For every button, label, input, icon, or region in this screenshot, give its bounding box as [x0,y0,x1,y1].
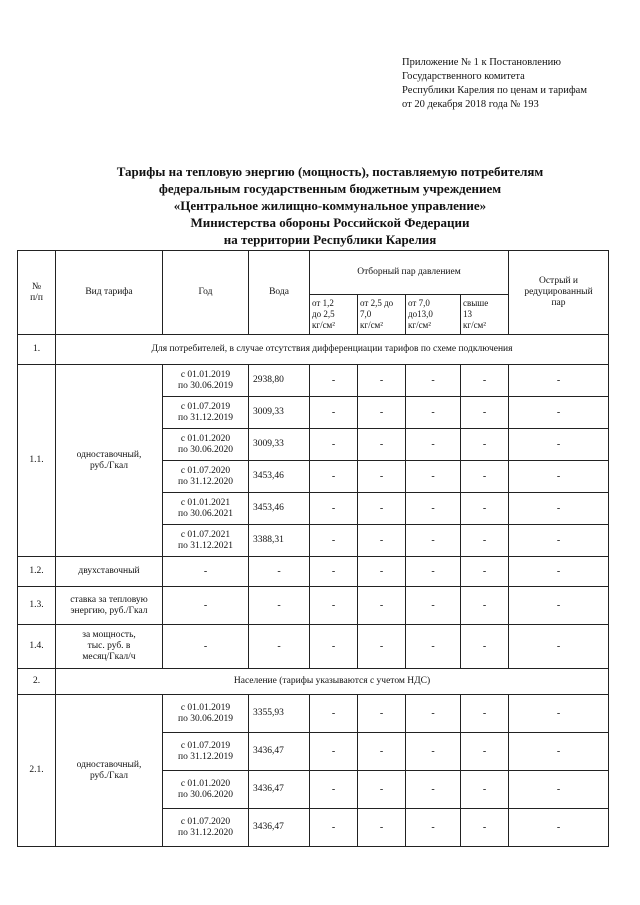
dash-cell: - [310,461,358,493]
dash-cell: - [406,525,461,557]
dash-cell: - [358,587,406,625]
dash-cell: - [509,461,609,493]
dash-cell: - [358,461,406,493]
row-num: 2.1. [18,695,56,847]
title-line: Тарифы на тепловую энергию (мощность), поставляемую потребителям [116,164,544,179]
dash-cell: - [461,525,509,557]
dash-cell: - [509,625,609,669]
row-num: 1.1. [18,365,56,557]
water-value: 3436,47 [249,771,310,809]
header-water: Вода [249,251,310,335]
section-row [18,669,609,695]
dash-cell: - [358,771,406,809]
dash-cell: - [249,625,310,669]
dash-cell: - [509,771,609,809]
title-line: на территории Республики Карелия [223,232,437,247]
document-title [60,163,600,248]
dash-cell: - [461,429,509,461]
water-value: 3453,46 [249,493,310,525]
dash-cell: - [310,771,358,809]
period-cell: с 01.07.2019 по 31.12.2019 [163,397,249,429]
dash-cell: - [509,493,609,525]
dash-cell: - [461,557,509,587]
dash-cell: - [461,695,509,733]
dash-cell: - [406,587,461,625]
dash-cell: - [406,733,461,771]
header-steam-over-13: свыше 13 кг/см² [461,295,509,335]
dash-cell: - [406,397,461,429]
dash-cell: - [509,525,609,557]
section-num: 2. [18,669,56,695]
dash-cell: - [310,625,358,669]
dash-cell: - [406,429,461,461]
dash-cell: - [461,397,509,429]
dash-cell: - [310,733,358,771]
period-cell: с 01.07.2020 по 31.12.2020 [163,461,249,493]
tariff-label: двухставочный [56,557,163,587]
title-line: «Центральное жилищно-коммунальное управление» [173,198,487,213]
dash-cell: - [358,525,406,557]
dash-cell: - [358,397,406,429]
dash-cell: - [358,625,406,669]
header-year: Год [163,251,249,335]
section-title: Население (тарифы указываются с учетом НДС) [56,669,609,695]
appendix-line: от 20 декабря 2018 года № 193 [402,99,539,110]
tariff-label: одноставочный, руб./Гкал [56,365,163,557]
dash-cell: - [461,733,509,771]
appendix-note [402,56,587,112]
section-num: 1. [18,335,56,365]
title-line: Министерства обороны Российской Федерации [190,215,470,230]
section-row [18,335,609,365]
dash-cell: - [310,557,358,587]
period-cell: с 01.01.2019 по 30.06.2019 [163,695,249,733]
water-value: 3009,33 [249,397,310,429]
dash-cell: - [310,587,358,625]
dash-cell: - [406,557,461,587]
water-value: 3453,46 [249,461,310,493]
dash-cell: - [461,587,509,625]
header-steam-1-2-2-5: от 1,2 до 2,5 кг/см² [310,295,358,335]
dash-cell: - [509,429,609,461]
dash-cell: - [163,625,249,669]
tariff-label: ставка за тепловую энергию, руб./Гкал [56,587,163,625]
dash-cell: - [358,493,406,525]
dash-cell: - [461,461,509,493]
table-row [18,625,609,669]
dash-cell: - [509,365,609,397]
tariff-label: за мощность, тыс. руб. в месяц/Гкал/ч [56,625,163,669]
table-row [18,695,609,733]
table-row [18,365,609,397]
period-cell: с 01.07.2020 по 31.12.2020 [163,809,249,847]
dash-cell: - [358,365,406,397]
header-sharp-steam: Острый и редуцированный пар [509,251,609,335]
table-row [18,557,609,587]
dash-cell: - [509,809,609,847]
dash-cell: - [406,493,461,525]
dash-cell: - [310,525,358,557]
dash-cell: - [358,557,406,587]
appendix-line: Приложение № 1 к Постановлению [402,57,562,68]
header-steam-group: Отборный пар давлением [310,251,509,295]
dash-cell: - [358,809,406,847]
header-steam-7-13: от 7,0 до13,0 кг/см² [406,295,461,335]
dash-cell: - [406,809,461,847]
dash-cell: - [310,809,358,847]
period-cell: с 01.01.2019 по 30.06.2019 [163,365,249,397]
appendix-line: Республики Карелия по ценам и тарифам [402,85,587,96]
dash-cell: - [406,365,461,397]
dash-cell: - [249,557,310,587]
dash-cell: - [163,557,249,587]
dash-cell: - [509,557,609,587]
dash-cell: - [310,493,358,525]
dash-cell: - [163,587,249,625]
water-value: 3436,47 [249,733,310,771]
title-line: федеральным государственным бюджетным учреждением [158,181,502,196]
period-cell: с 01.01.2021 по 30.06.2021 [163,493,249,525]
dash-cell: - [310,365,358,397]
dash-cell: - [310,429,358,461]
row-num: 1.3. [18,587,56,625]
period-cell: с 01.01.2020 по 30.06.2020 [163,771,249,809]
period-cell: с 01.01.2020 по 30.06.2020 [163,429,249,461]
period-cell: с 01.07.2021 по 31.12.2021 [163,525,249,557]
dash-cell: - [509,397,609,429]
dash-cell: - [358,733,406,771]
dash-cell: - [509,587,609,625]
dash-cell: - [249,587,310,625]
period-cell: с 01.07.2019 по 31.12.2019 [163,733,249,771]
water-value: 3009,33 [249,429,310,461]
dash-cell: - [461,809,509,847]
dash-cell: - [406,461,461,493]
dash-cell: - [461,771,509,809]
table-row [18,587,609,625]
dash-cell: - [310,695,358,733]
tariff-table [17,250,609,847]
dash-cell: - [509,733,609,771]
header-tariff-type: Вид тарифа [56,251,163,335]
appendix-line: Государственного комитета [402,71,525,82]
header-steam-2-5-7: от 2,5 до 7,0 кг/см² [358,295,406,335]
water-value: 3355,93 [249,695,310,733]
dash-cell: - [461,493,509,525]
dash-cell: - [310,397,358,429]
dash-cell: - [358,429,406,461]
water-value: 2938,80 [249,365,310,397]
tariff-label: одноставочный, руб./Гкал [56,695,163,847]
dash-cell: - [509,695,609,733]
water-value: 3436,47 [249,809,310,847]
row-num: 1.2. [18,557,56,587]
dash-cell: - [461,625,509,669]
section-title: Для потребителей, в случае отсутствия дифференциации тарифов по схеме подключения [56,335,609,365]
water-value: 3388,31 [249,525,310,557]
dash-cell: - [461,365,509,397]
dash-cell: - [406,771,461,809]
header-num: № п/п [18,251,56,335]
dash-cell: - [358,695,406,733]
row-num: 1.4. [18,625,56,669]
dash-cell: - [406,695,461,733]
dash-cell: - [406,625,461,669]
